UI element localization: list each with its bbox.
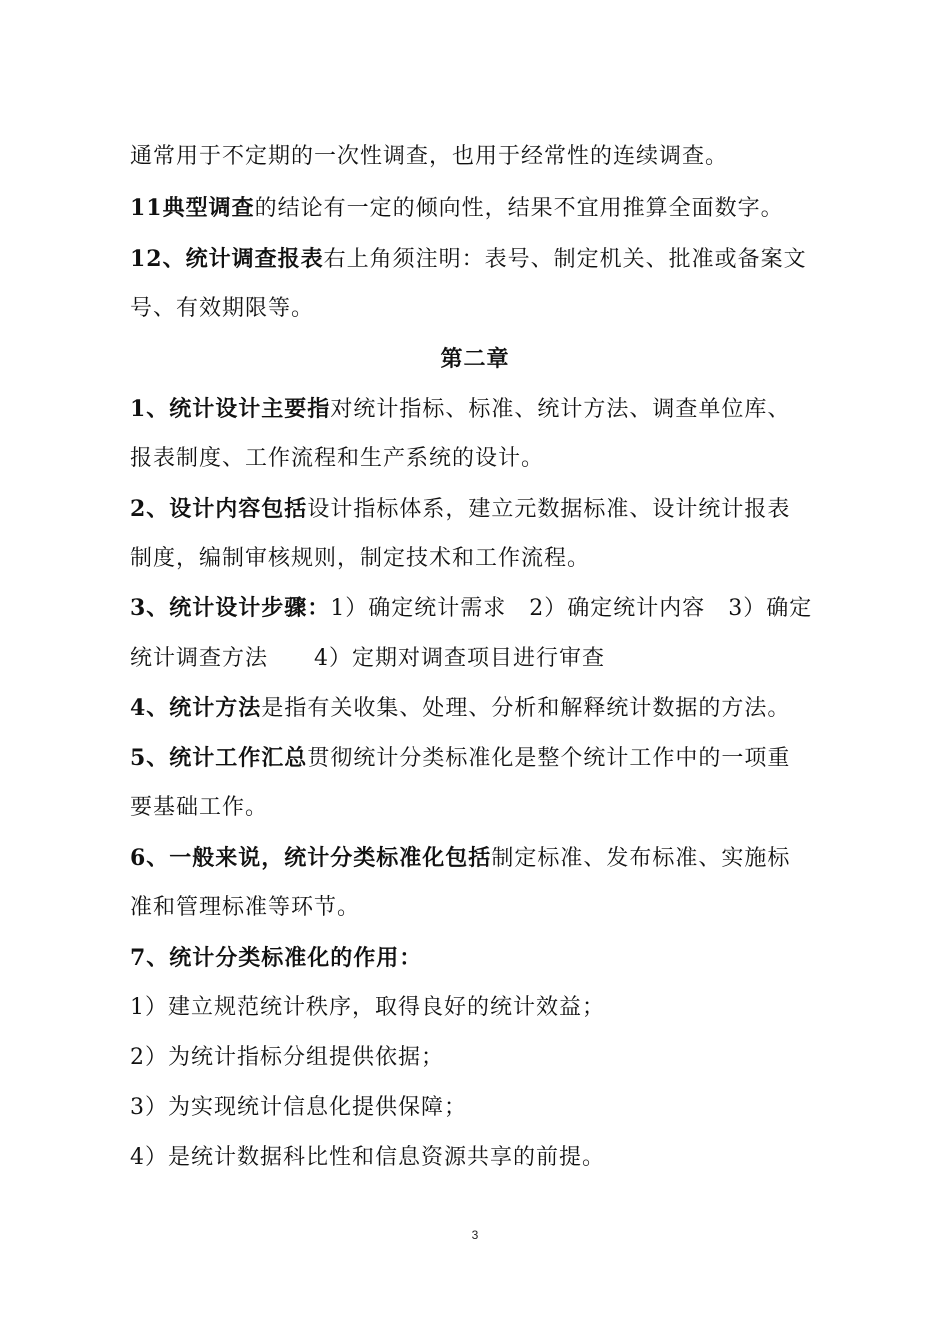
page-number: 3 [471,1228,479,1242]
c2-item-1 [130,394,840,425]
item-number: 11 [130,195,163,221]
list-item: 2）为统计指标分组提供依据； [130,1045,444,1070]
item-term: 1、统计设计主要指 [130,396,331,422]
item-term: 3、统计设计步骤： [130,595,331,621]
item-term: 4、统计方法 [130,695,262,721]
c2-item-7-sub-2 [130,1043,840,1073]
item-term: 6、一般来说，统计分类标准化包括 [130,845,492,871]
c2-item-3-continued [130,644,840,674]
c2-item-2 [130,494,840,525]
item-text: 统计调查方法 4）定期对调查项目进行审查 [130,646,605,671]
c2-item-7-sub-1 [130,993,840,1023]
item-11 [130,193,840,224]
item-text: 制定标准、发布标准、实施标 [491,846,791,871]
c2-item-7-sub-3 [130,1093,840,1123]
c2-item-7-sub-4 [130,1143,840,1173]
item-term: 12、统计调查报表 [130,246,324,272]
c2-item-3 [130,593,840,624]
c2-item-5 [130,743,840,774]
paragraph-continuation [130,142,840,172]
c2-item-4 [130,693,840,724]
item-term: 典型调查 [162,195,255,221]
c2-item-6 [130,843,840,874]
c2-item-5-continued [130,793,840,823]
item-text: 的结论有一定的倾向性，结果不宜用推算全面数字。 [254,196,784,221]
item-text: 号、有效期限等。 [130,296,315,321]
item-12-continued [130,294,840,324]
item-text: 1）确定统计需求 2）确定统计内容 3）确定 [330,596,813,621]
item-text: 设计指标体系，建立元数据标准、设计统计报表 [307,497,791,522]
c2-item-1-continued [130,444,840,474]
item-text: 右上角须注明：表号、制定机关、批准或备案文 [323,247,807,272]
list-item: 3）为实现统计信息化提供保障； [130,1095,467,1120]
item-text: 是指有关收集、处理、分析和解释统计数据的方法。 [261,696,791,721]
item-text: 要基础工作。 [130,795,269,820]
item-text: 贯彻统计分类标准化是整个统计工作中的一项重 [307,746,791,771]
item-term: 5、统计工作汇总 [130,745,308,771]
item-term: 7、统计分类标准化的作用： [130,945,423,971]
c2-item-6-continued [130,893,840,923]
c2-item-2-continued [130,544,840,574]
c2-item-7 [130,943,840,974]
item-text: 对统计指标、标准、统计方法、调查单位库、 [330,397,791,422]
item-term: 2、设计内容包括 [130,496,308,522]
item-text: 制度，编制审核规则，制定技术和工作流程。 [130,546,591,571]
item-text: 报表制度、工作流程和生产系统的设计。 [130,446,545,471]
paragraph-text: 通常用于不定期的一次性调查，也用于经常性的连续调查。 [130,144,729,169]
list-item: 1）建立规范统计秩序，取得良好的统计效益； [130,995,605,1020]
chapter-title: 第二章 [440,346,510,372]
item-text: 准和管理标准等环节。 [130,895,361,920]
list-item: 4）是统计数据科比性和信息资源共享的前提。 [130,1145,605,1170]
item-12 [130,244,840,275]
